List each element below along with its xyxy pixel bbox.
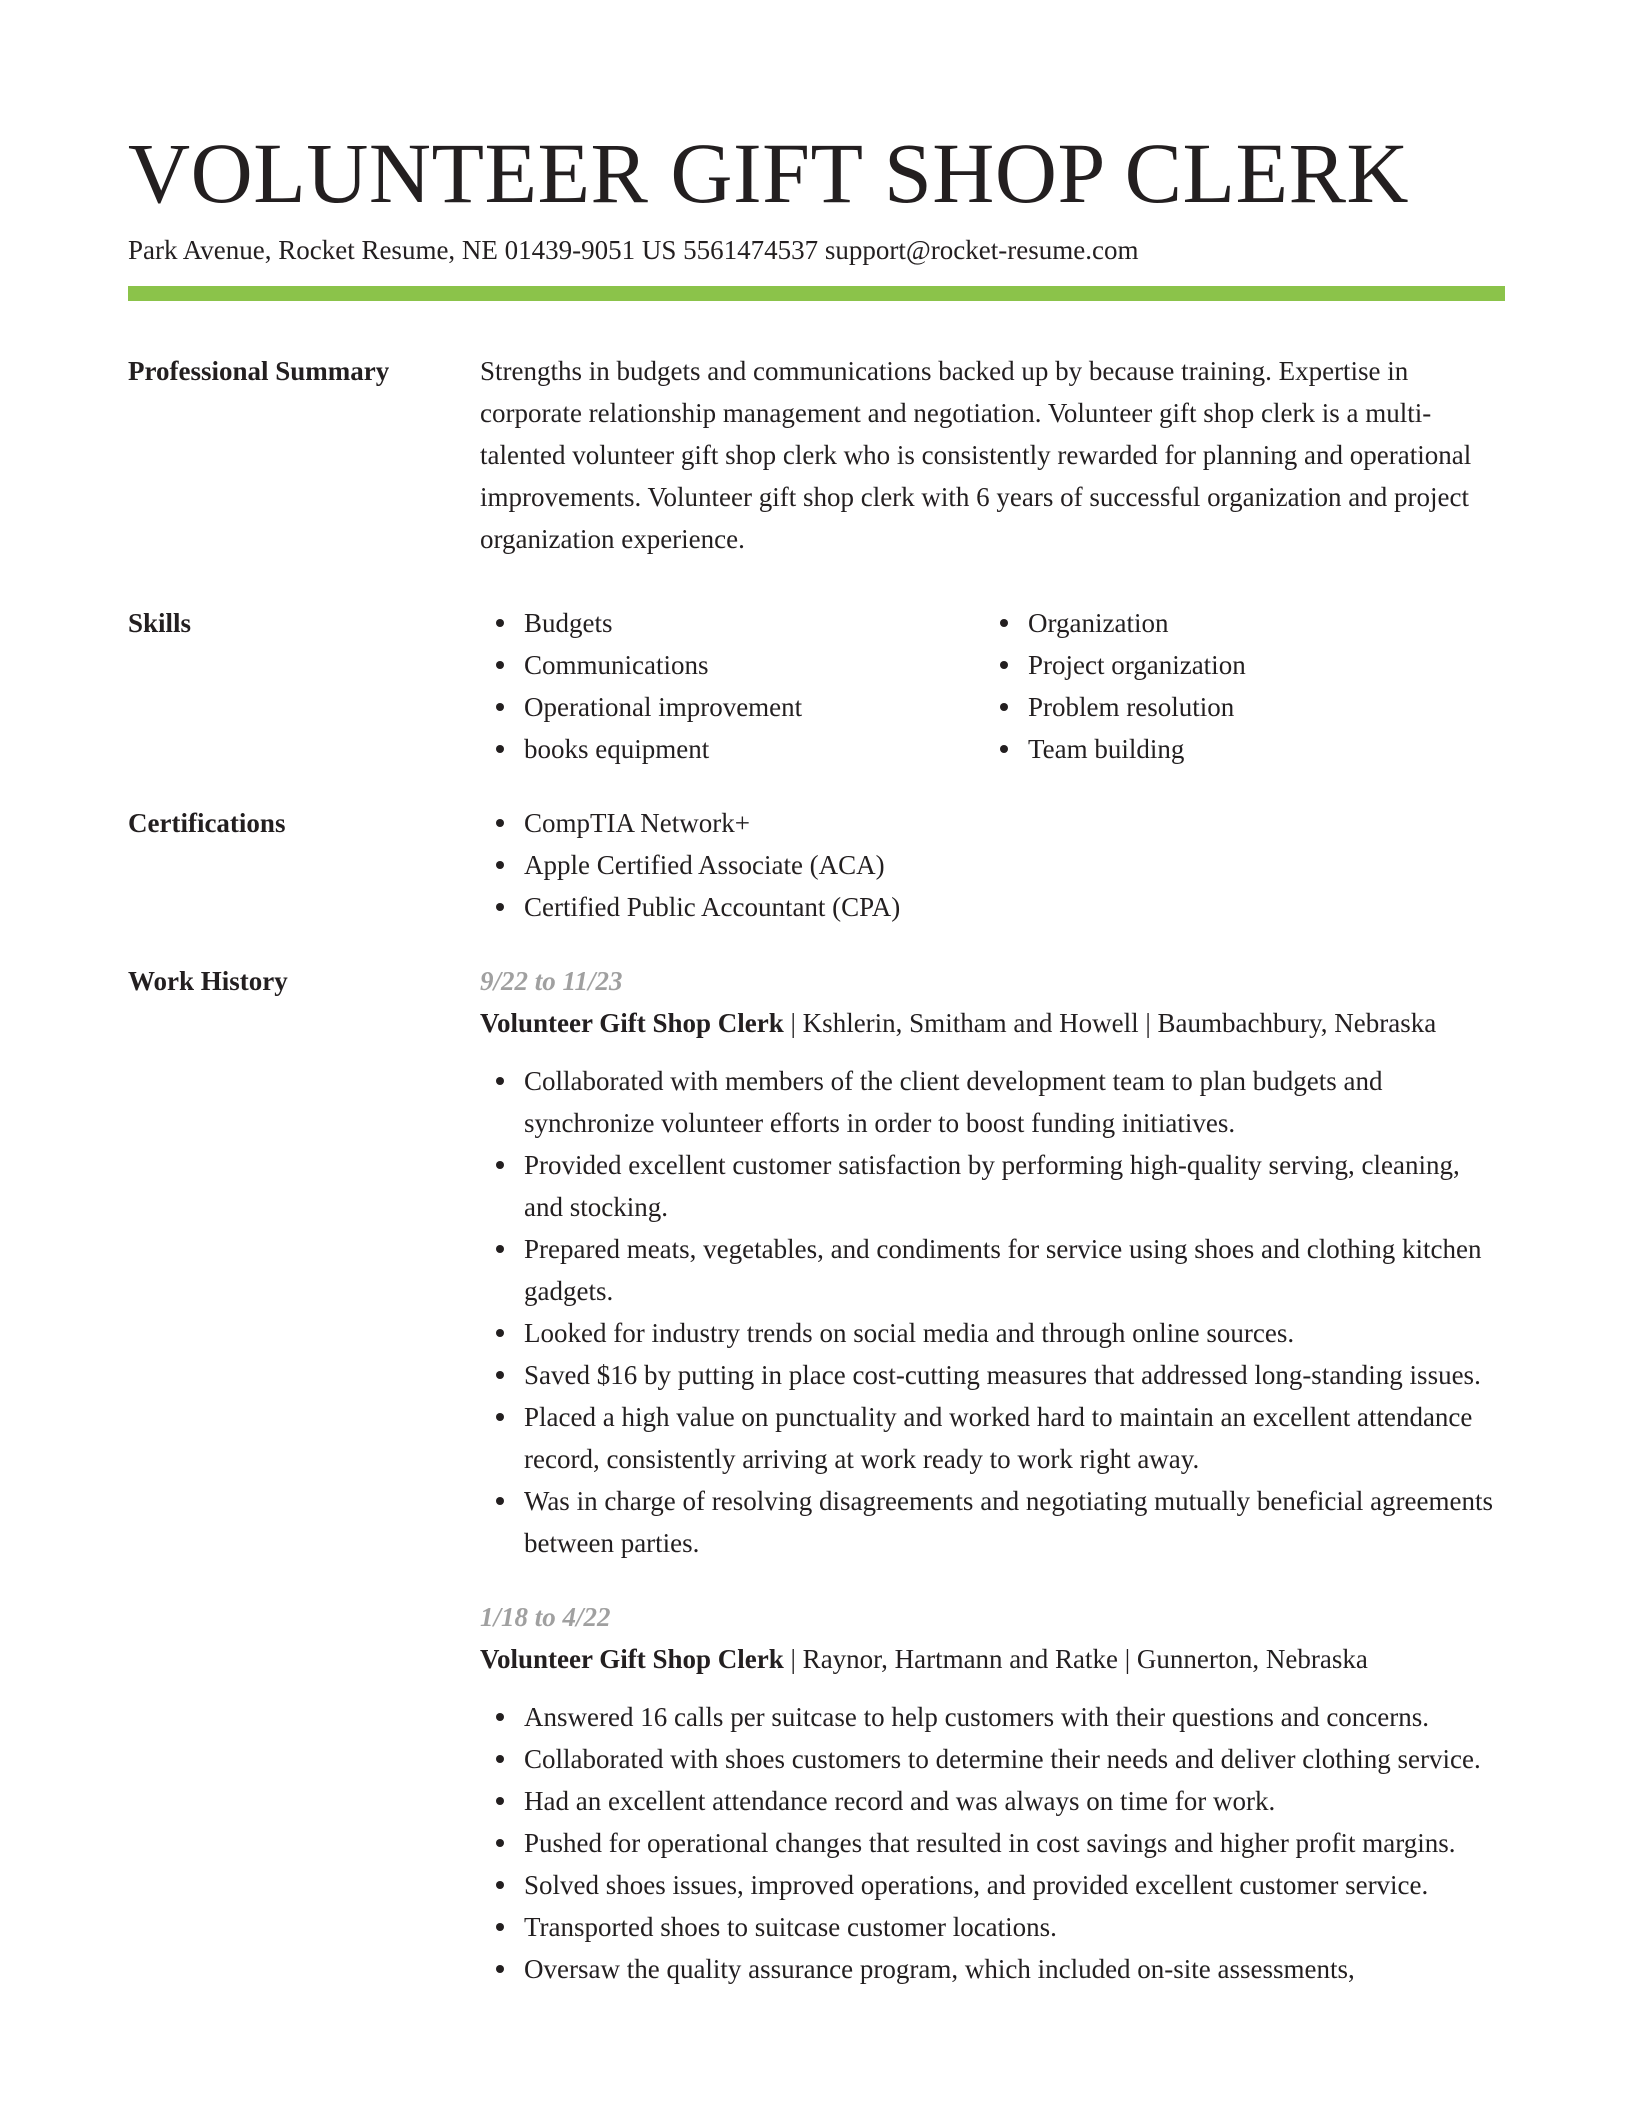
certification-item: Certified Public Accountant (CPA) [480, 886, 1505, 928]
job-duty: Provided excellent customer satisfaction by performing high-quality serving, cleaning, and stocking. [480, 1144, 1505, 1228]
job-duty: Solved shoes issues, improved operations, and provided excellent customer service. [480, 1864, 1505, 1906]
skill-item: Team building [984, 728, 1488, 770]
job-duty: Pushed for operational changes that resulted in cost savings and higher profit margins. [480, 1822, 1505, 1864]
job-dates: 9/22 to 11/23 [480, 966, 623, 996]
summary-section [128, 350, 1505, 560]
skill-item: Budgets [480, 602, 984, 644]
section-title-certifications: Certifications [128, 808, 286, 838]
job-title: Volunteer Gift Shop Clerk [480, 1008, 784, 1038]
job-duty: Looked for industry trends on social media and through online sources. [480, 1312, 1505, 1354]
resume-page [128, 0, 1505, 2112]
job-dates: 1/18 to 4/22 [480, 1602, 611, 1632]
certifications-list [480, 802, 1505, 928]
certification-item: CompTIA Network+ [480, 802, 1505, 844]
job-heading [480, 1638, 1505, 1680]
job-duty: Had an excellent attendance record and was always on time for work. [480, 1780, 1505, 1822]
certification-item: Apple Certified Associate (ACA) [480, 844, 1505, 886]
job-duties-list [480, 1696, 1505, 1990]
job-duty: Answered 16 calls per suitcase to help customers with their questions and concerns. [480, 1696, 1505, 1738]
job-duty: Was in charge of resolving disagreements and negotiating mutually beneficial agreements between parties. [480, 1480, 1505, 1564]
job-employer-location: | Kshlerin, Smitham and Howell | Baumbachbury, Nebraska [783, 1008, 1437, 1038]
job-duty: Placed a high value on punctuality and worked hard to maintain an excellent attendance record, consistently arriving at work ready to work right away. [480, 1396, 1505, 1480]
work-history-section [128, 960, 1505, 1990]
job-employer-location: | Raynor, Hartmann and Ratke | Gunnerton, Nebraska [783, 1644, 1368, 1674]
skills-list-right [984, 602, 1488, 770]
skills-list-left [480, 602, 984, 770]
job-duty: Saved $16 by putting in place cost-cutting measures that addressed long-standing issues. [480, 1354, 1505, 1396]
skill-item: Problem resolution [984, 686, 1488, 728]
job-duties-list [480, 1060, 1505, 1564]
resume-content [128, 350, 1505, 1990]
section-title-work-history: Work History [128, 966, 288, 996]
job-duty: Prepared meats, vegetables, and condiments for service using shoes and clothing kitchen gadgets. [480, 1228, 1505, 1312]
skill-item: Communications [480, 644, 984, 686]
job-title: Volunteer Gift Shop Clerk [480, 1644, 784, 1674]
job-entry [480, 960, 1505, 1564]
skill-item: Organization [984, 602, 1488, 644]
accent-divider [128, 286, 1505, 301]
contact-line: Park Avenue, Rocket Resume, NE 01439-9051 US 5561474537 support@rocket-resume.com [128, 235, 1139, 265]
section-title-summary: Professional Summary [128, 356, 390, 386]
job-duty: Oversaw the quality assurance program, which included on-site assessments, [480, 1948, 1505, 1990]
certifications-section [128, 802, 1505, 928]
resume-name: VOLUNTEER GIFT SHOP CLERK [128, 125, 1410, 221]
section-title-skills: Skills [128, 608, 192, 638]
skills-section [128, 602, 1505, 770]
job-duty: Collaborated with members of the client development team to plan budgets and synchronize volunteer efforts in order to boost funding initiatives. [480, 1060, 1505, 1144]
job-entry [480, 1596, 1505, 1990]
skill-item: Operational improvement [480, 686, 984, 728]
job-duty: Collaborated with shoes customers to determine their needs and deliver clothing service. [480, 1738, 1505, 1780]
skill-item: Project organization [984, 644, 1488, 686]
job-duty: Transported shoes to suitcase customer locations. [480, 1906, 1505, 1948]
summary-text: Strengths in budgets and communications backed up by because training. Expertise in corporate relationship management and negotiation. Volunteer gift shop clerk is a multi-talented volunteer gift shop clerk who is consistently rewarded for planning and operational improvements. Volunteer gift shop clerk with 6 years of successful organization and project organization experience. [480, 356, 1472, 554]
job-heading [480, 1002, 1505, 1044]
skill-item: books equipment [480, 728, 984, 770]
